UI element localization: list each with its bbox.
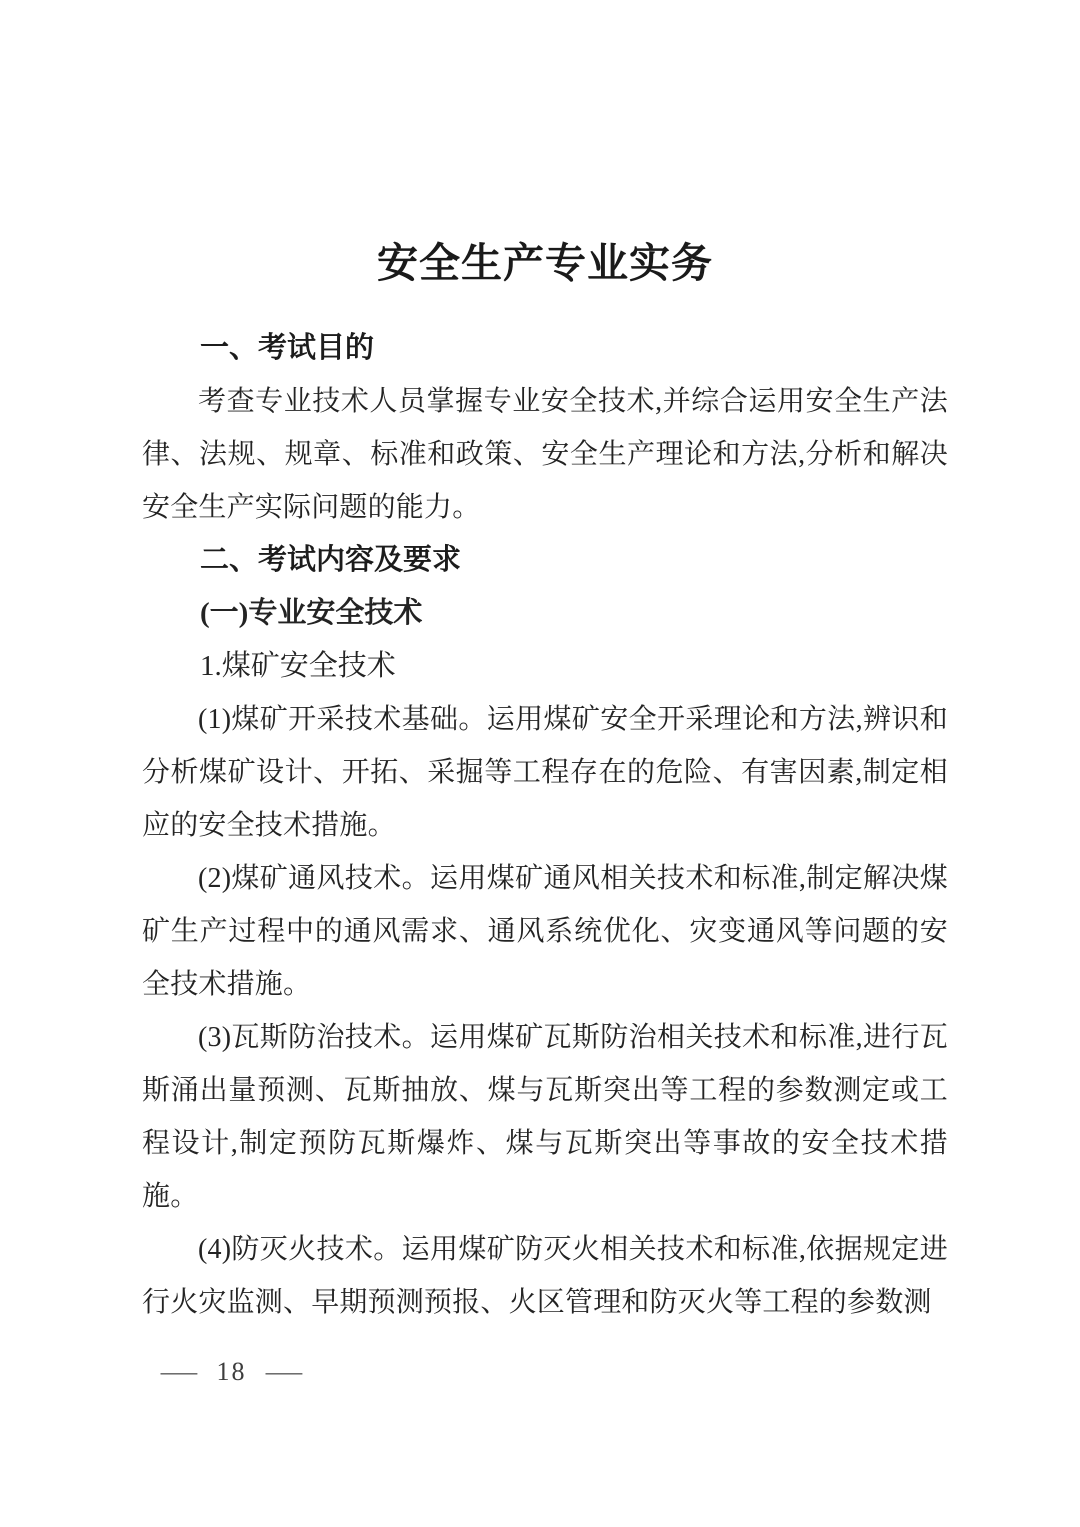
subsection-heading-professional-safety-tech: (一)专业安全技术 xyxy=(200,597,423,629)
footer-dash-right: — xyxy=(265,1357,303,1386)
document-title: 安全生产专业实务 xyxy=(377,240,713,286)
paragraph-fire-prevention-technology: (4)防灭火技术。运用煤矿防灭火相关技术和标准,依据规定进行火灾监测、早期预测预报、火区管理和防灭火等工程的参数测 xyxy=(142,1234,948,1318)
document-content xyxy=(142,232,948,1329)
paragraph-gas-control-technology: (3)瓦斯防治技术。运用煤矿瓦斯防治相关技术和标准,进行瓦斯涌出量预测、瓦斯抽放、煤与瓦斯突出等工程的参数测定或工程设计,制定预防瓦斯爆炸、煤与瓦斯突出等事故的安全技术措施。 xyxy=(142,1022,948,1212)
item-heading-coal-mine-safety-tech: 1.煤矿安全技术 xyxy=(200,650,396,682)
page-footer xyxy=(160,1356,303,1388)
paragraph-ventilation-technology: (2)煤矿通风技术。运用煤矿通风相关技术和标准,制定解决煤矿生产过程中的通风需求、通风系统优化、灾变通风等问题的安全技术措施。 xyxy=(142,863,948,1000)
paragraph-mining-technology-basics: (1)煤矿开采技术基础。运用煤矿安全开采理论和方法,辨识和分析煤矿设计、开拓、采掘等工程存在的危险、有害因素,制定相应的安全技术措施。 xyxy=(142,704,948,841)
page-number: 18 xyxy=(216,1357,247,1386)
section-heading-exam-purpose: 一、考试目的 xyxy=(200,332,375,364)
section-heading-exam-content: 二、考试内容及要求 xyxy=(200,544,462,576)
document-body xyxy=(142,322,948,1329)
footer-dash-left: — xyxy=(160,1357,198,1386)
paragraph-exam-purpose: 考查专业技术人员掌握专业安全技术,并综合运用安全生产法律、法规、规章、标准和政策、安全生产理论和方法,分析和解决安全生产实际问题的能力。 xyxy=(142,386,948,523)
